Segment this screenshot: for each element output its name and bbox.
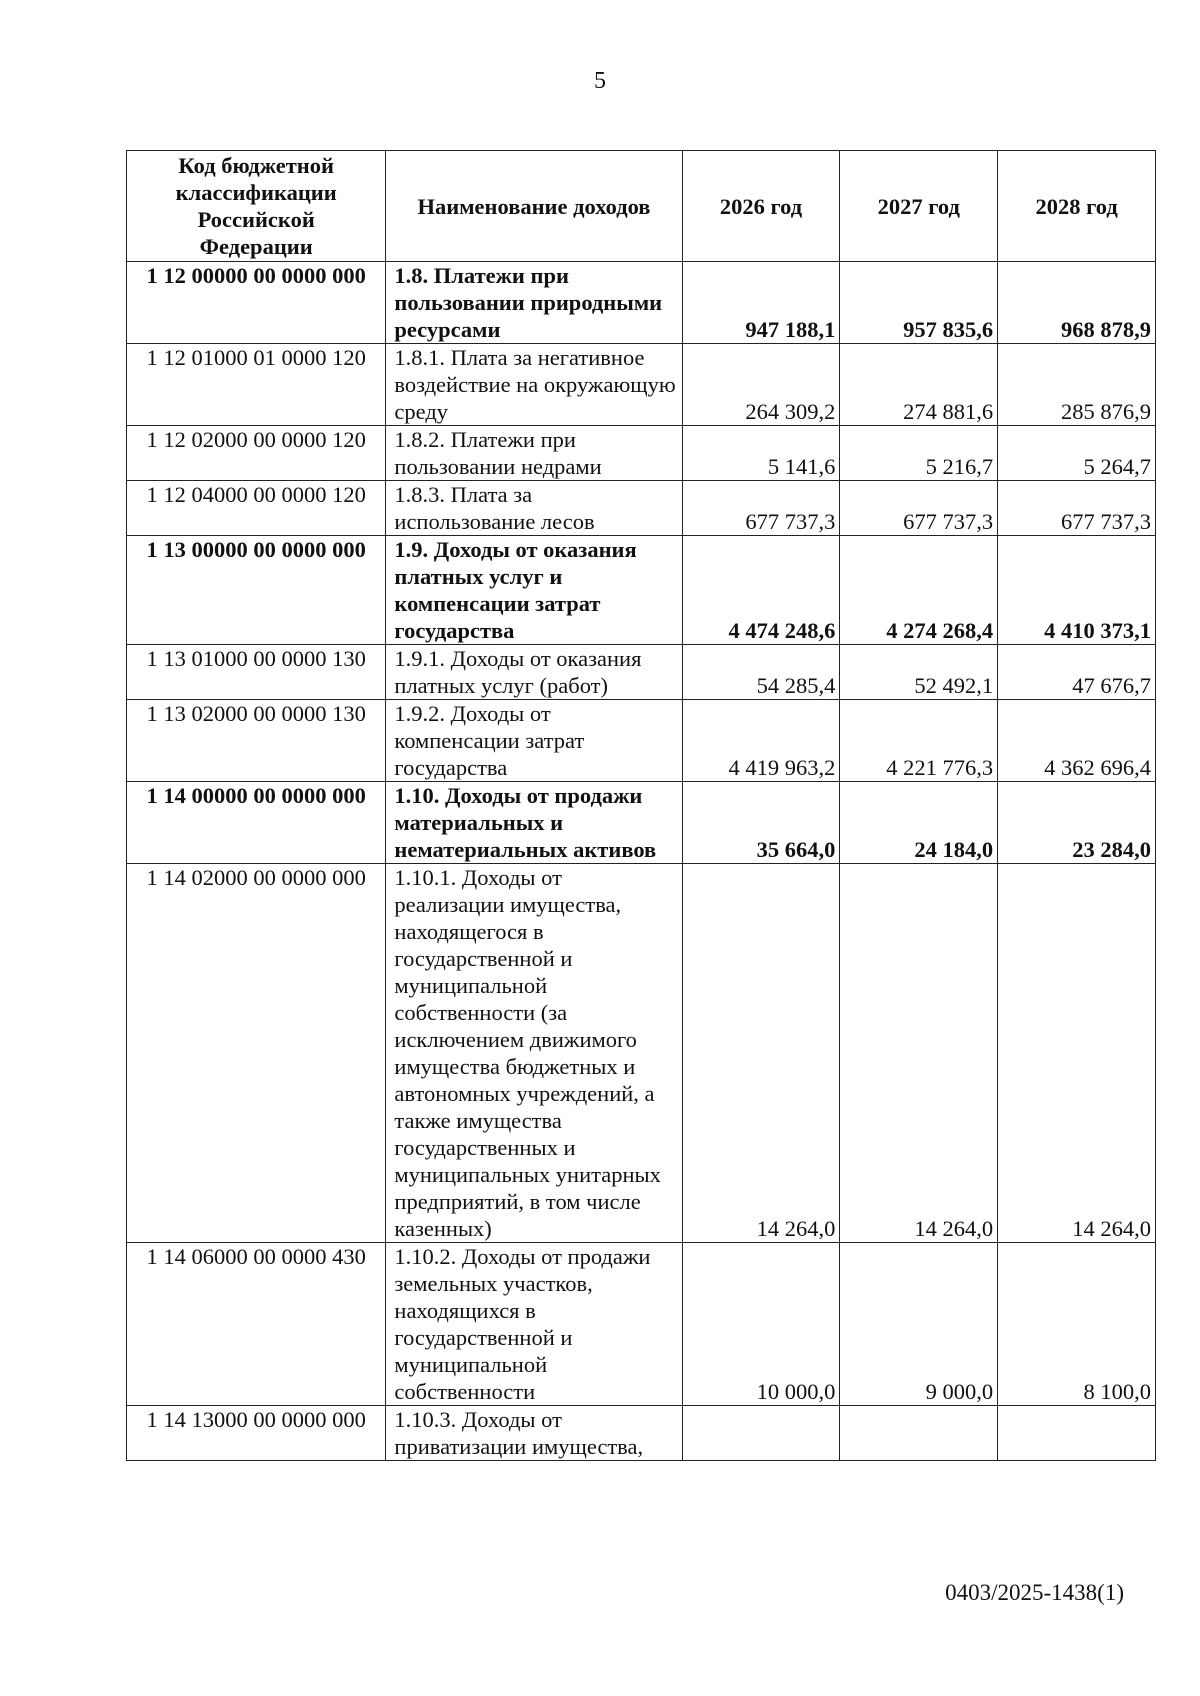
table-row (127, 645, 1156, 700)
table-row (127, 344, 1156, 426)
row-value-2028: 47 676,7 (998, 645, 1156, 700)
header-2028: 2028 год (998, 151, 1156, 262)
row-code: 1 12 04000 00 0000 120 (127, 481, 386, 536)
table-row (127, 782, 1156, 864)
row-value-2026: 4 474 248,6 (682, 536, 840, 645)
row-code: 1 14 00000 00 0000 000 (127, 782, 386, 864)
row-value-2026: 5 141,6 (682, 426, 840, 481)
row-value-2028: 23 284,0 (998, 782, 1156, 864)
row-value-2027: 24 184,0 (840, 782, 998, 864)
row-value-2027: 274 881,6 (840, 344, 998, 426)
row-value-2028: 677 737,3 (998, 481, 1156, 536)
table-row (127, 426, 1156, 481)
row-value-2027 (840, 1406, 998, 1461)
row-value-2026: 4 419 963,2 (682, 700, 840, 782)
row-code: 1 14 06000 00 0000 430 (127, 1243, 386, 1406)
row-name: 1.8.2. Платежи при пользовании недрами (386, 426, 682, 481)
row-value-2027: 4 221 776,3 (840, 700, 998, 782)
row-value-2027: 52 492,1 (840, 645, 998, 700)
row-value-2027: 677 737,3 (840, 481, 998, 536)
row-code: 1 14 02000 00 0000 000 (127, 864, 386, 1243)
row-value-2028: 4 362 696,4 (998, 700, 1156, 782)
header-2027: 2027 год (840, 151, 998, 262)
row-code: 1 13 00000 00 0000 000 (127, 536, 386, 645)
row-code: 1 14 13000 00 0000 000 (127, 1406, 386, 1461)
row-name: 1.9. Доходы от оказания платных услуг и компенсации затрат государства (386, 536, 682, 645)
row-value-2026: 14 264,0 (682, 864, 840, 1243)
revenue-table (126, 150, 1156, 1461)
row-name: 1.8.1. Плата за негативное воздействие на окружающую среду (386, 344, 682, 426)
row-value-2028: 4 410 373,1 (998, 536, 1156, 645)
document-id: 0403/2025-1438(1) (945, 1580, 1124, 1605)
table-row (127, 864, 1156, 1243)
row-name: 1.10.1. Доходы от реализации имущества, находящегося в государственной и муниципальной собственности (за исключением движимого имущества бюджетных и автономных учреждений, а также имущества государственных и муниципальных унитарных предприятий, в том числе казенных) (386, 864, 682, 1243)
row-value-2026: 54 285,4 (682, 645, 840, 700)
row-value-2026: 677 737,3 (682, 481, 840, 536)
row-value-2027: 14 264,0 (840, 864, 998, 1243)
row-value-2027: 9 000,0 (840, 1243, 998, 1406)
row-value-2028 (998, 1406, 1156, 1461)
row-value-2027: 5 216,7 (840, 426, 998, 481)
table-row (127, 262, 1156, 344)
row-value-2028: 5 264,7 (998, 426, 1156, 481)
row-code: 1 12 01000 01 0000 120 (127, 344, 386, 426)
row-value-2026: 264 309,2 (682, 344, 840, 426)
row-name: 1.10.2. Доходы от продажи земельных участков, находящихся в государственной и муниципальной собственности (386, 1243, 682, 1406)
row-value-2027: 4 274 268,4 (840, 536, 998, 645)
row-value-2028: 8 100,0 (998, 1243, 1156, 1406)
header-code: Код бюджетной классификации Российской Федерации (127, 151, 386, 262)
row-value-2028: 14 264,0 (998, 864, 1156, 1243)
row-value-2028: 285 876,9 (998, 344, 1156, 426)
page-number: 5 (594, 68, 606, 94)
table-header-row (127, 151, 1156, 262)
table-row (127, 536, 1156, 645)
row-value-2026 (682, 1406, 840, 1461)
header-2026: 2026 год (682, 151, 840, 262)
row-value-2026: 35 664,0 (682, 782, 840, 864)
table-row (127, 1406, 1156, 1461)
row-code: 1 12 00000 00 0000 000 (127, 262, 386, 344)
row-name: 1.10.3. Доходы от приватизации имущества, (386, 1406, 682, 1461)
row-value-2028: 968 878,9 (998, 262, 1156, 344)
row-value-2027: 957 835,6 (840, 262, 998, 344)
table-row (127, 1243, 1156, 1406)
row-name: 1.8. Платежи при пользовании природными ресурсами (386, 262, 682, 344)
table-row (127, 481, 1156, 536)
row-name: 1.9.1. Доходы от оказания платных услуг (работ) (386, 645, 682, 700)
row-name: 1.8.3. Плата за использование лесов (386, 481, 682, 536)
row-value-2026: 947 188,1 (682, 262, 840, 344)
row-name: 1.10. Доходы от продажи материальных и нематериальных активов (386, 782, 682, 864)
row-name: 1.9.2. Доходы от компенсации затрат государства (386, 700, 682, 782)
row-value-2026: 10 000,0 (682, 1243, 840, 1406)
table-row (127, 700, 1156, 782)
row-code: 1 12 02000 00 0000 120 (127, 426, 386, 481)
row-code: 1 13 01000 00 0000 130 (127, 645, 386, 700)
row-code: 1 13 02000 00 0000 130 (127, 700, 386, 782)
header-name: Наименование доходов (386, 151, 682, 262)
